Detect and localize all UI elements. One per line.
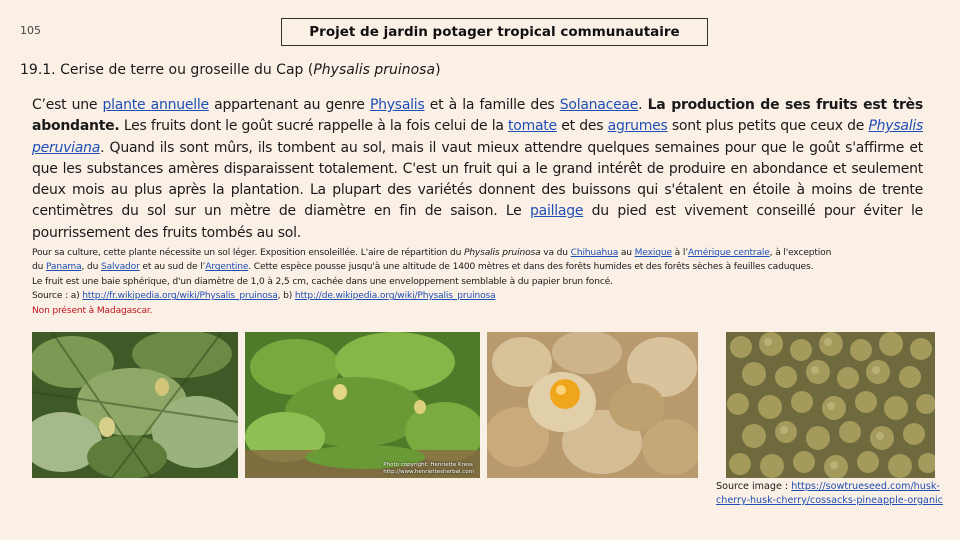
details-line-3: Le fruit est une baie sphérique, d'un diamètre de 1,0 à 2,5 cm, cachée dans une enveloppement semblable à du papier brun foncé. bbox=[32, 276, 613, 287]
photo-credit-line-1: Photo copyright: Henriette Kress bbox=[383, 462, 473, 468]
image-source-caption bbox=[716, 480, 952, 508]
text: . Quand ils sont mûrs, ils tombent au sol, mais il vaut mieux attendre quelques semaines pour que le goût s'affirme et que les substances amères disparaissent totalement. C'est un fruit qui a le grand intérêt de produire en abondance et seulement deux mois au plus après la plantation. La plupart des variétés donnent des buissons qui s'étalent en étoile à moins de trente centimètres du sol sur un mètre de diamètre en fin de saison. Le bbox=[32, 139, 923, 220]
main-paragraph bbox=[32, 95, 923, 244]
text: Les fruits dont le goût sucré rappelle à la fois celui de la bbox=[119, 118, 509, 135]
link-salvador[interactable]: Salvador bbox=[100, 262, 140, 273]
link-source-de-wikipedia[interactable]: http://de.wikipedia.org/wiki/Physalis_pruinosa bbox=[294, 291, 496, 302]
link-solanaceae[interactable]: Solanaceae bbox=[559, 97, 639, 113]
text: sont plus petits que ceux de bbox=[667, 118, 869, 135]
photo-husk-closeup bbox=[487, 332, 698, 478]
text: au bbox=[618, 248, 635, 258]
latin-name: Physalis pruinosa bbox=[463, 248, 541, 258]
link-paillage[interactable]: paillage bbox=[529, 203, 584, 220]
text: et des bbox=[556, 118, 608, 135]
photo-plant-bush bbox=[245, 332, 480, 478]
text: va du bbox=[540, 248, 571, 258]
image-source-label: Source image : bbox=[716, 481, 792, 492]
text: . bbox=[638, 97, 648, 113]
text: à l’ bbox=[671, 248, 688, 258]
text: Source : a) bbox=[32, 291, 83, 302]
link-agrumes[interactable]: agrumes bbox=[607, 118, 668, 135]
husk-closeup-image bbox=[487, 332, 698, 478]
link-chihuahua[interactable]: Chihuahua bbox=[570, 248, 619, 258]
section-number: 19.1. bbox=[20, 62, 56, 78]
link-plante-annuelle[interactable]: plante annuelle bbox=[102, 97, 209, 113]
husk-pile-image bbox=[726, 332, 935, 478]
text: , à l'exception bbox=[769, 248, 832, 258]
madagascar-note: Non présent à Madagascar. bbox=[32, 305, 153, 316]
section-common-name: Cerise de terre ou groseille du Cap ( bbox=[60, 62, 314, 78]
bold-production: La production de ses fruits est très abondante. bbox=[32, 97, 923, 135]
text: , du bbox=[81, 262, 101, 273]
plant-bush-image bbox=[245, 332, 480, 478]
link-physalis-peruviana-text: Physalis peruviana bbox=[32, 118, 924, 156]
page-number: 105 bbox=[20, 24, 41, 37]
photo-husk-pile bbox=[726, 332, 935, 478]
link-source-fr-wikipedia[interactable]: http://fr.wikipedia.org/wiki/Physalis_pruinosa bbox=[82, 291, 278, 302]
photo-credit-line-2: http://www.henriettesherbal.com bbox=[383, 468, 474, 475]
details-block bbox=[32, 246, 932, 318]
link-image-source[interactable]: https://sowtrueseed.com/husk-cherry-husk-cherry/cossacks-pineapple-organic bbox=[716, 481, 943, 506]
text: . Cette espèce pousse jusqu'à une altitude de 1400 mètres et dans des forêts humides et des forêts sèches à feuilles caduques. bbox=[248, 262, 814, 273]
details-line-4 bbox=[32, 289, 932, 303]
text: C’est une bbox=[32, 97, 103, 113]
link-mexique[interactable]: Mexique bbox=[634, 248, 672, 258]
text: et au sud de l’ bbox=[139, 262, 206, 273]
photo-credit bbox=[383, 462, 474, 475]
link-tomate[interactable]: tomate bbox=[508, 118, 557, 135]
text: du bbox=[32, 262, 46, 273]
link-amerique-centrale[interactable]: Amérique centrale bbox=[687, 248, 770, 258]
header-title: Projet de jardin potager tropical communautaire bbox=[309, 24, 680, 40]
details-line-2 bbox=[32, 260, 932, 274]
text: , b) bbox=[277, 291, 295, 302]
link-panama[interactable]: Panama bbox=[45, 262, 82, 273]
text: et à la famille des bbox=[424, 97, 560, 113]
header-title-box bbox=[281, 18, 708, 46]
text: du pied est vivement conseillé pour éviter le pourrissement des fruits tombés au sol. bbox=[32, 203, 924, 241]
link-argentine[interactable]: Argentine bbox=[205, 262, 249, 273]
text: Pour sa culture, cette plante nécessite un sol léger. Exposition ensoleillée. L'aire de répartition du bbox=[32, 248, 464, 258]
photo-plant-leaves bbox=[32, 332, 238, 478]
section-close-paren: ) bbox=[435, 62, 441, 78]
section-latin-name: Physalis pruinosa bbox=[313, 62, 436, 78]
link-physalis[interactable]: Physalis bbox=[369, 97, 425, 113]
section-title bbox=[20, 62, 441, 78]
details-line-1 bbox=[32, 246, 932, 260]
text: appartenant au genre bbox=[208, 97, 370, 113]
plant-leaves-image bbox=[32, 332, 238, 478]
